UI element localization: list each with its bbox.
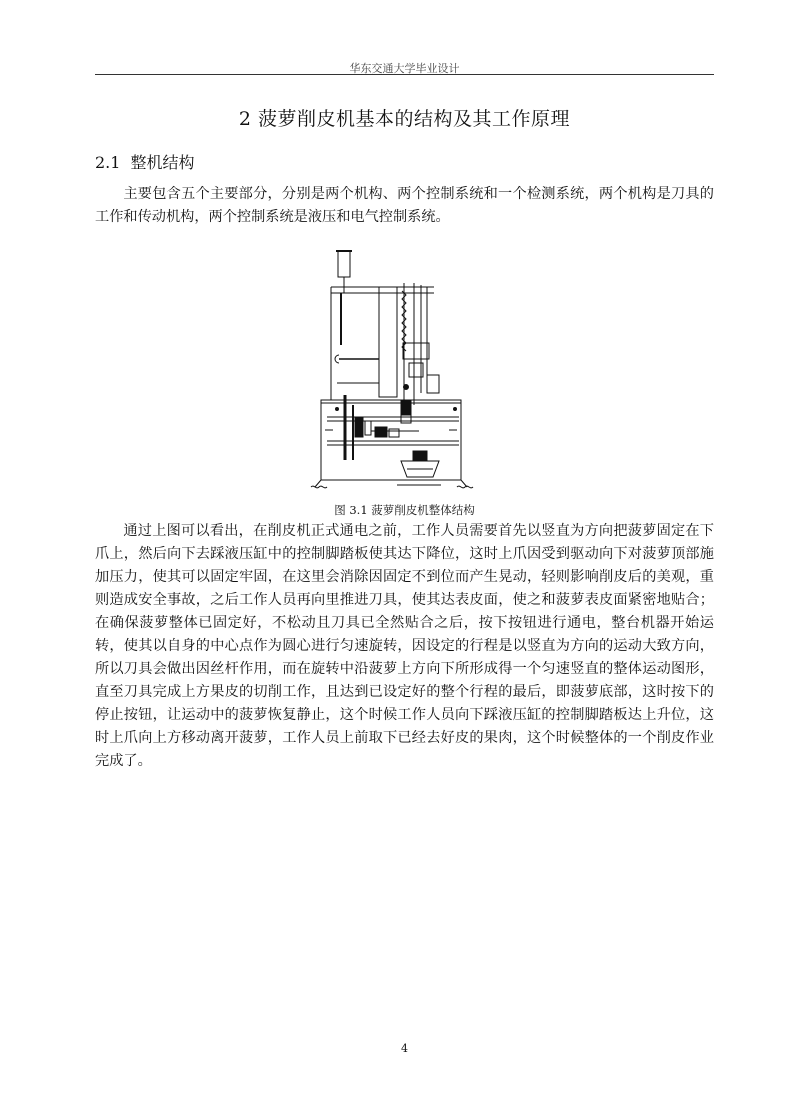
section-heading [95, 150, 194, 173]
figure-caption: 图 3.1 菠萝削皮机整体结构 [334, 503, 475, 517]
section-title: 整机结构 [130, 153, 195, 172]
page-number: 4 [401, 1042, 408, 1055]
chapter-title: 2 菠萝削皮机基本的结构及其工作原理 [238, 108, 571, 130]
paragraph-operation: 通过上图可以看出，在削皮机正式通电之前，工作人员需要首先以竖直为方向把菠萝固定在下爪上，然后向下去踩液压缸中的控制脚踏板使其达下降位，这时上爪因受到驱动向下对菠萝顶部施加压力，使其可以固定牢固，在这里会消除因固定不到位而产生晃动，轻则影响削皮后的美观，重则造成安全事故，之后工作人员再向里推进刀具，使其达表皮面，使之和菠萝表皮面紧密地贴合；在确保菠萝整体已固定好，不松动且刀具已全然贴合之后，按下按钮进行通电，整台机器开始运转，使其以自身的中心点作为圆心进行匀速旋转，因设定的行程是以竖直为方向的运动大致方向，所以刀具会做出因丝杆作用，而在旋转中沿菠萝上方向下所形成得一个匀速竖直的整体运动图形，直至刀具完成上方果皮的切削工作，且达到已设定好的整个行程的最后，即菠萝底部，这时按下的停止按钮，让运动中的菠萝恢复静止，这个时候工作人员向下踩液压缸的控制脚踏板达上升位，这时上爪向上方移动离开菠萝，工作人员上前取下已经去好皮的果肉，这个时候整体的一个削皮作业完成了。 [95, 523, 714, 769]
section-number: 2.1 [95, 153, 121, 172]
running-header: 华东交通大学毕业设计 [349, 62, 460, 75]
machine-structure-figure [309, 245, 474, 500]
paragraph-intro: 主要包含五个主要部分，分别是两个机构、两个控制系统和一个检测系统，两个机构是刀具的工作和传动机构，两个控制系统是液压和电气控制系统。 [95, 186, 714, 225]
header-divider [95, 74, 714, 75]
